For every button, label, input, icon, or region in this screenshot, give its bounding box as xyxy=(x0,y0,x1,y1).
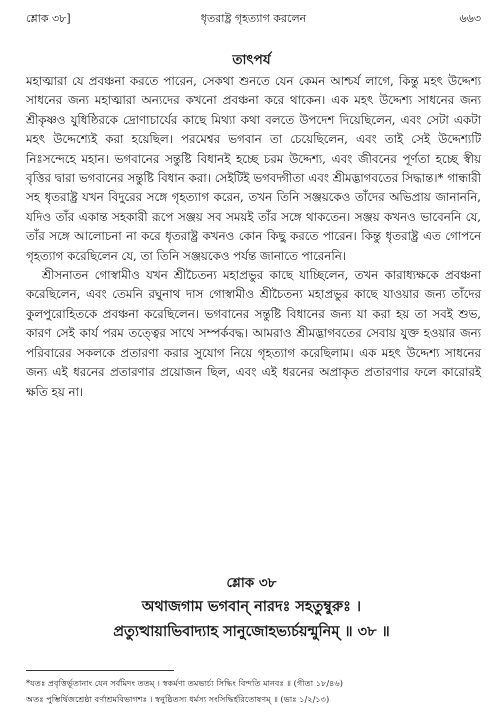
paragraph: শ্রীসনাতন গোস্বামীও যখন শ্রীচৈতন্য মহাপ্রভুর কাছে যাচ্ছিলেন, তখন কারাধ্যক্ষকে প্রবঞ্চনা করেছিলেন, এবং তেমনি রঘুনাথ দাস গোস্বামীও শ্রীচৈতন্য মহাপ্রভুর কাছে যাওয়ার জন্য তাঁদের কুলপুরোহিতকে প্রবঞ্চনা করেছিলেন। ভগবানের সন্তুষ্টি বিধানের জন্য যা করা হয় তা সবই শুভ, কারণ সেই কার্য পরম তত্ত্বের সাথে সম্পর্কবদ্ধ। আমরাও শ্রীমদ্ভাগবতের সেবায় যুক্ত হওয়ার জন্য পরিবারের সকলকে প্রতারণা করার সুযোগ নিয়ে গৃহত্যাগ করেছিলাম। এক মহৎ উদ্দেশ্য সাধনের জন্য এই ধরনের প্রতারণার প্রয়োজন ছিল, এবং এই ধরনের অপ্রাকৃত প্রতারণার ফলে কারোরই ক্ষতি হয় না। xyxy=(26,268,481,399)
purport-heading: তাৎপর্য xyxy=(232,52,271,68)
running-header xyxy=(26,10,481,28)
header-title: ধৃতরাষ্ট্র গৃহত্যাগ করলেন xyxy=(200,12,307,25)
verse-line: প্রত্যুত্থায়াভিবাদ্যাহ সানুজোহভ্যর্চয়ন্মুনিম্ ॥ ৩৮ ॥ xyxy=(113,623,390,640)
verse-line: অথাজগাম ভগবান্ নারদঃ সহতুম্বুরুঃ । xyxy=(141,598,362,615)
header-chapter-ref: শ্লোক ৩৮] xyxy=(26,12,71,25)
page-number: ৬৬৩ xyxy=(459,12,481,25)
paragraph: মহাত্মারা যে প্রবঞ্চনা করতে পারেন, সেকথা শুনতে যেন কেমন আশ্চর্য লাগে, কিন্তু মহৎ উদ্দেশ্য সাধনের জন্য মহাত্মারা অন্যদের কখনো প্রবঞ্চনা করে থাকেন। এক মহৎ উদ্দেশ্য সাধনের জন্য শ্রীকৃষ্ণও যুধিষ্ঠিরকে দ্রোণাচার্যের কাছে মিথ্যা কথা বলতে উপদেশ দিয়েছিলেন, এবং সেটা একটা মহৎ উদ্দেশ্যেই করা হয়েছিল। পরমেশ্বর ভগবান তা চেয়েছিলেন, এবং তাই সেই উদ্দেশ্যটি নিঃসন্দেহে মহান। ভগবানের সন্তুষ্টি বিধানই হচ্ছে চরম উদ্দেশ্য, এবং জীবনের পূর্ণতা হচ্ছে স্বীয় বৃত্তির দ্বারা ভগবানের সন্তুষ্টি বিধান করা। সেইটিই ভগবদ্গীতা এবং শ্রীমদ্ভাগবতের সিদ্ধান্ত।* গান্ধারী সহ ধৃতরাষ্ট্র যখন বিদুরের সঙ্গে গৃহত্যাগ করেন, তখন তিনি সঞ্জয়কেও তাঁদের অভিপ্রায় জানাননি, যদিও তাঁর একান্ত সহকারী রূপে সঞ্জয় সব সময়ই তাঁর সঙ্গে থাকতেন। সঞ্জয় কখনও ভাবেননি যে, তাঁর সঙ্গে আলোচনা না করে ধৃতরাষ্ট্র কখনও কোন কিছু করতে পারেন। কিন্তু ধৃতরাষ্ট্র এত গোপনে গৃহত্যাগ করেছিলেন যে, তা তিনি সঞ্জয়কেও পর্যন্ত জানাতে পারেননি। xyxy=(26,74,481,263)
footnote-divider xyxy=(26,670,174,671)
footnote: *যতঃ প্রবৃত্তির্ভূতানাং যেন সর্বমিদং ততম্ । স্বকর্মণা তমভ্যর্চ্য সিদ্ধিং বিন্দতি মানবঃ ॥ (গীতা ১৮/৪৬) xyxy=(26,678,343,688)
verse-heading: শ্লোক ৩৮ xyxy=(226,575,277,591)
purport-body xyxy=(26,72,481,402)
footnote: অতঃ পুম্ভির্দ্বিজশ্রেষ্ঠা বর্ণাশ্রমবিভাগশঃ । স্বনুষ্ঠিতস্য ধর্মস্য সংসিদ্ধির্হরিতোষণম্ ॥ (ভাঃ ১/২/১৩) xyxy=(26,694,330,704)
